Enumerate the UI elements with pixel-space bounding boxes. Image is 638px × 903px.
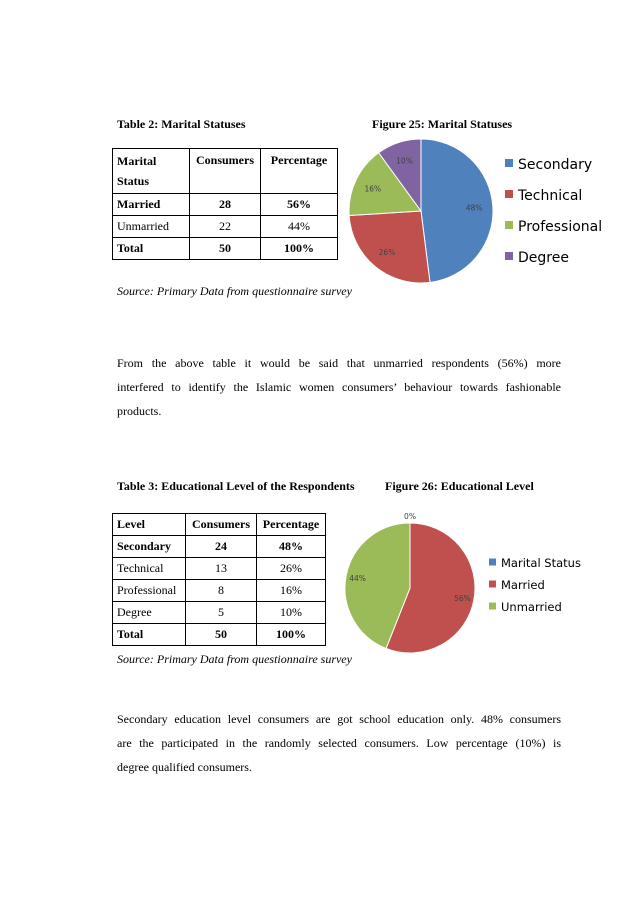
legend-swatch [505,159,513,167]
legend-swatch [489,559,496,566]
table-header-row [113,514,326,536]
paragraph-line: interfered to identify the Islamic women consumers’ behaviour towards fashionable [117,380,561,394]
paragraph-line: products. [117,404,162,418]
pie-slices [345,523,475,653]
table-header-cell: Percentage [257,514,326,536]
table-header-cell: Percentage [261,149,338,194]
table-row [113,216,338,238]
paragraph-line: Secondary education level consumers are got school education only. 48% consumers [117,712,561,726]
pie-data-label: 0% [404,512,416,521]
figure25-pie-chart [340,132,612,292]
pie-slice [349,211,430,283]
legend-label: Professional [518,218,603,235]
pie-data-label: 10% [396,156,413,166]
paragraph-line: are the participated in the randomly selected consumers. Low percentage (10%) is [117,736,561,750]
legend-swatch [489,581,496,588]
table-cell: Professional [113,580,186,602]
pie-data-label: 48% [465,203,483,213]
table-row [113,580,326,602]
table-cell: 22 [190,216,261,238]
table-cell: 10% [257,602,326,624]
pie-data-label: 26% [378,248,396,258]
figure26-caption: Figure 26: Educational Level [385,479,534,493]
paragraph-line: From the above table it would be said that unmarried respondents (56%) more [117,356,561,370]
legend-label: Married [501,578,545,593]
table-header-cell: Consumers [186,514,257,536]
table-cell: 50 [186,624,257,646]
table-cell: 13 [186,558,257,580]
pie-data-label: 44% [349,574,366,583]
header-line: Marital [117,154,157,168]
legend-swatch [505,221,513,229]
paragraph-1 [117,351,561,423]
table-cell: 28 [190,194,261,216]
table3-caption: Table 3: Educational Level of the Respondents [117,479,355,493]
table-cell: Degree [113,602,186,624]
table-cell: Secondary [113,536,186,558]
chart-legend [489,556,581,614]
table2 [112,148,338,260]
paragraph-line: degree qualified consumers. [117,760,252,774]
table-row [113,536,326,558]
pie-data-label: 16% [364,184,382,194]
legend-swatch [505,252,513,260]
pie-data-label: 56% [454,594,471,603]
table3 [112,513,326,646]
table-cell: 16% [257,580,326,602]
table-row [113,238,338,260]
table-cell: Unmarried [113,216,190,238]
table-cell: 48% [257,536,326,558]
figure25-caption: Figure 25: Marital Statuses [372,117,513,131]
table3-source: Source: Primary Data from questionnaire survey [117,652,352,666]
table-cell: 5 [186,602,257,624]
table-cell: 24 [186,536,257,558]
table-row [113,194,338,216]
paragraph-2 [117,707,561,779]
table-cell: 44% [261,216,338,238]
figure26-pie-chart [336,508,588,658]
legend-label: Technical [518,187,583,204]
table-cell: 26% [257,558,326,580]
table-cell: 100% [261,238,338,260]
table-cell: 56% [261,194,338,216]
legend-label: Unmarried [501,600,562,615]
table-cell: Total [113,238,190,260]
table-cell: Married [113,194,190,216]
legend-swatch [489,603,496,610]
chart-legend [505,157,602,266]
table-row [113,624,326,646]
table2-caption: Table 2: Marital Statuses [117,117,246,131]
table-cell: 100% [257,624,326,646]
table-cell: 8 [186,580,257,602]
table-header-cell: Consumers [190,149,261,194]
table-row [113,602,326,624]
legend-label: Degree [518,249,569,266]
table-header-cell: Level [113,514,186,536]
table-row [113,558,326,580]
legend-label: Secondary [518,156,593,173]
legend-swatch [505,190,513,198]
table-header-row [113,149,338,194]
legend-label: Marital Status [501,556,581,571]
table-header-cell [113,149,190,194]
table-cell: Total [113,624,186,646]
table-cell: 50 [190,238,261,260]
table-cell: Technical [113,558,186,580]
header-line: Status [117,174,150,188]
table2-source: Source: Primary Data from questionnaire survey [117,284,352,298]
